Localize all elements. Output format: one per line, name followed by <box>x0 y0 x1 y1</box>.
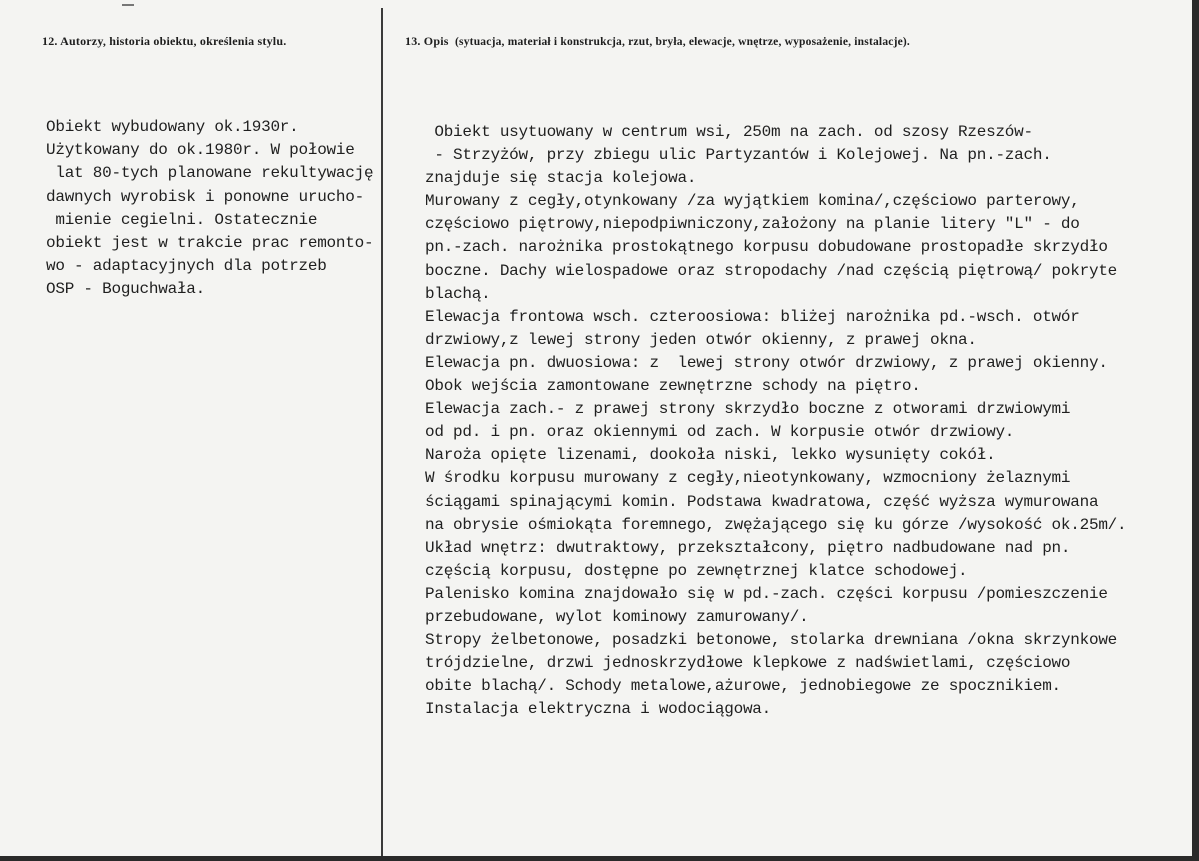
description-text-line: Układ wnętrz: dwutraktowy, przekształcony, piętro nadbudowane nad pn. <box>425 538 1071 557</box>
description-text-line: ściągami spinającymi komin. Podstawa kwadratowa, część wyższa wymurowana <box>425 492 1099 511</box>
section-13-header <box>405 34 910 49</box>
history-text-line: Obiekt wybudowany ok.1930r. <box>46 118 299 136</box>
description-text-line: Palenisko komina znajdowało się w pd.-zach. części korpusu /pomieszczenie <box>425 584 1108 603</box>
description-text-line: Stropy żelbetonowe, posadzki betonowe, stolarka drewniana /okna skrzynkowe <box>425 631 1118 650</box>
history-text-line: lat 80-tych planowane rekultywację <box>46 164 374 183</box>
description-text-line: Elewacja frontowa wsch. czteroosiowa: bliżej narożnika pd.-wsch. otwór <box>425 307 1080 326</box>
description-text-line: Obiekt usytuowany w centrum wsi, 250m na zach. od szosy Rzeszów- <box>425 123 1033 141</box>
bottom-edge <box>0 856 1199 861</box>
description-text-line: częścią korpusu, dostępne po zewnętrznej klatce schodowej. <box>425 561 968 580</box>
description-text-line: W środku korpusu murowany z cegły,nieotynkowany, wzmocniony żelaznymi <box>425 469 1071 488</box>
description-text-block <box>425 121 1193 721</box>
history-text-line: Użytkowany do ok.1980r. W połowie <box>46 141 355 160</box>
description-text-line: Elewacja pn. dwuosiowa: z lewej strony otwór drzwiowy, z prawej okienny. <box>425 353 1108 372</box>
description-text-line: drzwiowy,z lewej strony jeden otwór okienny, z prawej okna. <box>425 330 977 349</box>
history-text-line: wo - adaptacyjnych dla potrzeb <box>46 257 327 276</box>
description-text-line: Naroża opięte lizenami, dookoła niski, lekko wysunięty cokół. <box>425 446 996 465</box>
description-text-line: znajduje się stacja kolejowa. <box>425 169 697 188</box>
description-text-line: od pd. i pn. oraz okiennymi od zach. W korpusie otwór drzwiowy. <box>425 423 1015 442</box>
description-text-line: przebudowane, wylot kominowy zamurowany/. <box>425 607 809 626</box>
right-edge <box>1192 0 1199 861</box>
description-text-line: Obok wejścia zamontowane zewnętrzne schody na piętro. <box>425 377 921 396</box>
description-text-line: trójdzielne, drzwi jednoskrzydłowe klepkowe z nadświetlami, częściowo <box>425 654 1071 673</box>
description-text-line: - Strzyżów, przy zbiegu ulic Partyzantów i Kolejowej. Na pn.-zach. <box>425 146 1052 165</box>
description-text-line: Murowany z cegły,otynkowany /za wyjątkiem komina/,częściowo parterowy, <box>425 192 1080 211</box>
history-text-block <box>46 116 416 302</box>
description-text-line: pn.-zach. narożnika prostokątnego korpusu dobudowane prostopadłe skrzydło <box>425 238 1108 257</box>
description-text-line: boczne. Dachy wielospadowe oraz stropodachy /nad częścią piętrową/ pokryte <box>425 261 1118 280</box>
history-text-line: obiekt jest w trakcie prac remonto- <box>46 233 374 252</box>
description-text-line: obite blachą/. Schody metalowe,ażurowe, jednobiegowe ze spocznikiem. <box>425 677 1061 696</box>
description-text-line: na obrysie ośmiokąta foremnego, zwężającego się ku górze /wysokość ok.25m/. <box>425 515 1127 534</box>
section-13-subtitle: (sytuacja, materiał i konstrukcja, rzut, bryła, elewacje, wnętrze, wyposażenie, instalacje). <box>455 36 911 48</box>
history-text-line: dawnych wyrobisk i ponowne urucho- <box>46 187 364 206</box>
history-text-line: OSP - Boguchwała. <box>46 280 205 299</box>
description-text-line: blachą. <box>425 284 491 303</box>
section-12-header: 12. Autorzy, historia obiektu, określenia stylu. <box>42 34 287 48</box>
ink-mark <box>122 4 134 6</box>
description-text-line: Instalacja elektryczna i wodociągowa. <box>425 700 772 719</box>
description-text-line: Elewacja zach.- z prawej strony skrzydło boczne z otworami drzwiowymi <box>425 400 1071 419</box>
history-text-line: mienie cegielni. Ostatecznie <box>46 210 318 229</box>
section-13-title: 13. Opis <box>405 34 449 48</box>
description-text-line: częściowo piętrowy,niepodpiwniczony,założony na planie litery "L" - do <box>425 215 1080 234</box>
